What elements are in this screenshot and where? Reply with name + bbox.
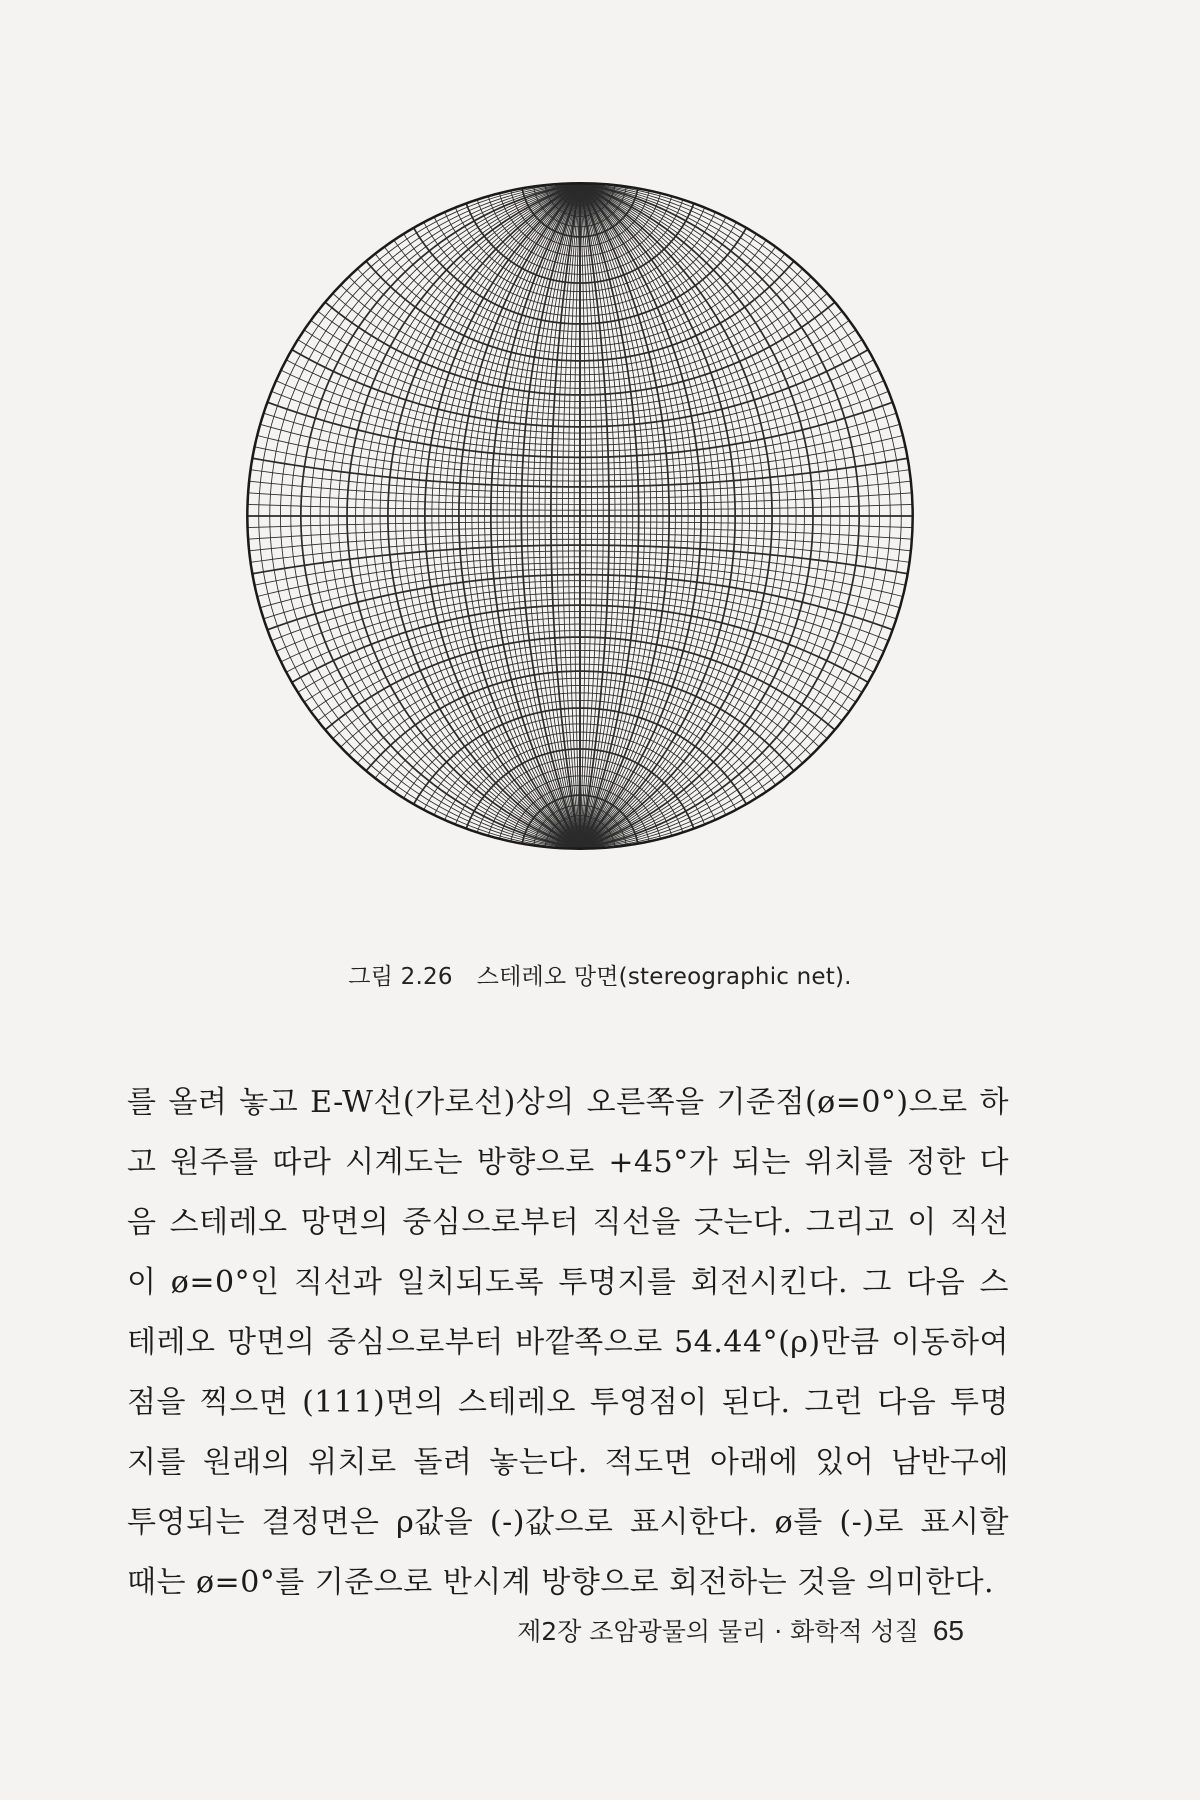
caption-number: 그림 2.26 [348,964,453,990]
body-line: 이 ø=0°인 직선과 일치되도록 투명지를 회전시킨다. 그 다음 스 [127,1265,1009,1300]
page-number: 65 [932,1615,964,1646]
body-line: 점을 찍으면 (111)면의 스테레오 투영점이 된다. 그런 다음 투명 [127,1385,1009,1420]
body-line: 때는 ø=0°를 기준으로 반시계 방향으로 회전하는 것을 의미한다. [127,1565,995,1600]
body-paragraph [127,1073,1009,1613]
chapter-title: 제2장 조암광물의 물리 · 화학적 성질 [517,1617,919,1646]
body-line: 테레오 망면의 중심으로부터 바깥쪽으로 54.44°(ρ)만큼 이동하여 [127,1325,1009,1360]
body-line: 투영되는 결정면은 ρ값을 (-)값으로 표시한다. ø를 (-)로 표시할 [127,1505,1009,1540]
figure-caption [0,958,1200,991]
body-line: 음 스테레오 망면의 중심으로부터 직선을 긋는다. 그리고 이 직선 [127,1205,1009,1240]
stereographic-net-figure [234,170,926,862]
caption-title: 스테레오 망면(stereographic net). [476,964,852,990]
running-footer [517,1612,964,1648]
body-line: 를 올려 놓고 E-W선(가로선)상의 오른쪽을 기준점(ø=0°)으로 하 [127,1085,1009,1120]
body-line: 지를 원래의 위치로 돌려 놓는다. 적도면 아래에 있어 남반구에 [127,1445,1009,1480]
body-line: 고 원주를 따라 시계도는 방향으로 +45°가 되는 위치를 정한 다 [127,1145,1009,1180]
wulff-net-drawing [234,170,926,862]
